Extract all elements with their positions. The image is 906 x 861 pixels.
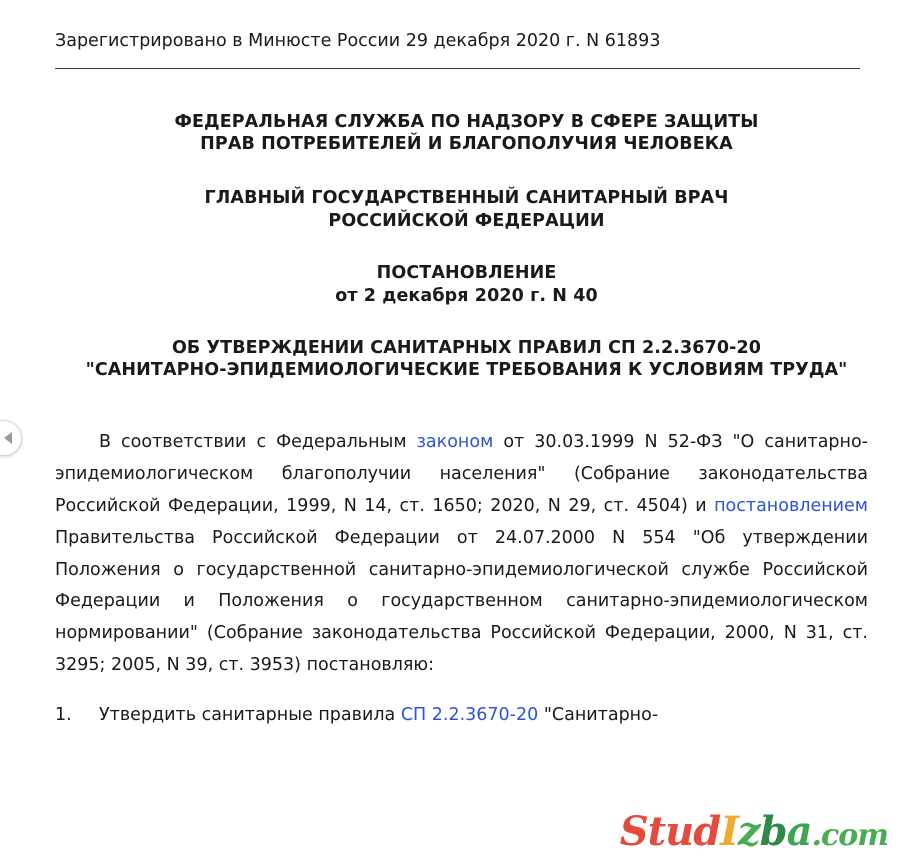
watermark-part-5: a <box>786 808 812 855</box>
document-date-number: от 2 декабря 2020 г. N 40 <box>335 285 598 306</box>
registration-line: Зарегистрировано в Минюсте России 29 декабря 2020 г. N 61893 <box>55 30 860 69</box>
agency-heading <box>55 111 878 156</box>
official-heading <box>55 187 878 232</box>
watermark-studizba <box>620 808 888 855</box>
watermark-part-3: z <box>737 808 760 855</box>
link-government-decree[interactable]: постановлением <box>714 495 868 516</box>
item-1-text-pre: Утвердить санитарные правила <box>99 704 401 725</box>
watermark-part-4: b <box>759 808 787 855</box>
document-title-line-2: "САНИТАРНО-ЭПИДЕМИОЛОГИЧЕСКИЕ ТРЕБОВАНИЯ К УСЛОВИЯМ ТРУДА" <box>85 360 848 381</box>
previous-page-button[interactable] <box>0 420 22 456</box>
watermark-part-2: I <box>720 808 738 855</box>
link-sp-rules[interactable]: СП 2.2.3670-20 <box>400 704 539 725</box>
list-item-number: 1. <box>55 704 72 725</box>
document-type-block <box>55 262 878 307</box>
preamble-text-mid: от 30.03.1999 N 52-ФЗ "О санитарно-эпидемиологическом благополучии населения" (Собрание законодательства Российской Федерации, 1999, N 14, ст. 1650; 2020, N 29, ст. 4504) и <box>55 432 868 516</box>
link-federal-law[interactable]: законом <box>416 432 494 453</box>
agency-heading-line-1: ФЕДЕРАЛЬНАЯ СЛУЖБА ПО НАДЗОРУ В СФЕРЕ ЗАЩИТЫ <box>174 111 759 132</box>
document-title-line-1: ОБ УТВЕРЖДЕНИИ САНИТАРНЫХ ПРАВИЛ СП 2.2.3670-20 <box>171 337 762 358</box>
preamble-text-post: Правительства Российской Федерации от 24.07.2000 N 554 "Об утверждении Положения о государственной санитарно-эпидемиологической службе Российской Федерации и Положения о государственном санитарно-эпидемиологическом нормировании" (Собрание законодательства Российской Федерации, 2000, N 31, ст. 3295; 2005, N 39, ст. 3953) постановляю: <box>55 527 868 676</box>
official-heading-line-2: РОССИЙСКОЙ ФЕДЕРАЦИИ <box>328 210 605 231</box>
item-1-text-post: "Санитарно- <box>538 704 659 725</box>
watermark-part-1: Stud <box>619 808 721 855</box>
watermark-suffix: .com <box>811 818 888 853</box>
official-heading-line-1: ГЛАВНЫЙ ГОСУДАРСТВЕННЫЙ САНИТАРНЫЙ ВРАЧ <box>204 188 729 209</box>
preamble-text-pre: В соответствии с Федеральным <box>99 432 417 453</box>
paragraph-preamble <box>55 427 868 682</box>
chevron-left-icon <box>4 432 12 444</box>
document-title <box>55 337 878 382</box>
agency-heading-line-2: ПРАВ ПОТРЕБИТЕЛЕЙ И БЛАГОПОЛУЧИЯ ЧЕЛОВЕКА <box>200 134 733 155</box>
paragraph-item-1 <box>55 700 868 732</box>
document-type: ПОСТАНОВЛЕНИЕ <box>376 263 557 284</box>
